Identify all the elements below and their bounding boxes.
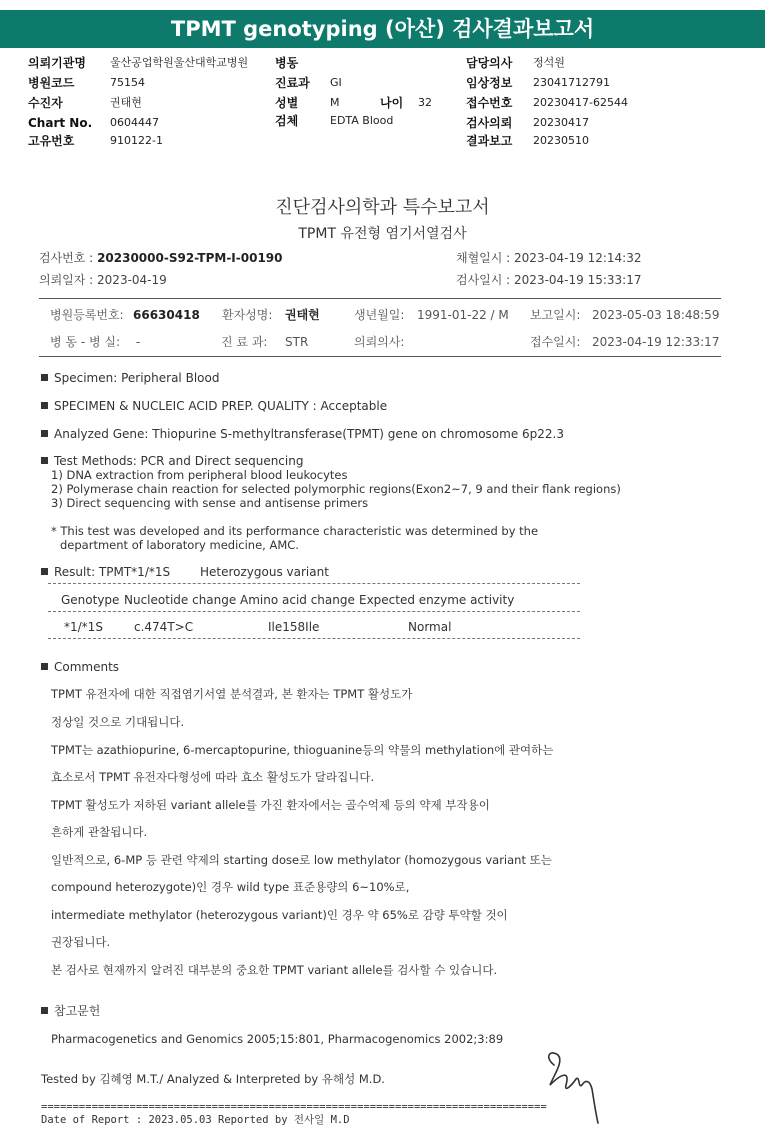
dept-value: GI [330, 76, 342, 89]
quality-text: SPECIMEN & NUCLEIC ACID PREP. QUALITY : Acceptable [54, 399, 388, 413]
result-type: Heterozygous variant [200, 565, 329, 579]
requesting-doctor-label: 의뢰의사: [354, 335, 405, 349]
reg-no-value: 66630418 [133, 308, 200, 322]
test-no-label: 검사번호 : [39, 251, 94, 265]
unique-no-label: 고유번호 [28, 134, 75, 148]
chart-no-label: Chart No. [28, 116, 93, 130]
table-header: Nucleotide change [124, 593, 237, 607]
specimen-text: Specimen: Peripheral Blood [54, 371, 220, 385]
receipt-no-label: 접수번호 [466, 96, 513, 110]
request-date-label: 검사의뢰 [466, 116, 513, 130]
test-no-value: 20230000-S92-TPM-I-00190 [97, 251, 283, 265]
specimen-value: EDTA Blood [330, 114, 394, 127]
result-date-value: 20230510 [533, 134, 589, 147]
comment-line: 일반적으로, 6-MP 등 관련 약제의 starting dose로 low methylator (homozygous variant 또는 [51, 853, 552, 867]
method-line: 2) Polymerase chain reaction for selected polymorphic regions(Exon2~7, 9 and their flank regions) [51, 482, 621, 496]
footer-separator: ================================================================================ [41, 1101, 547, 1113]
request-date-value: 20230417 [533, 116, 589, 129]
method-line: 3) Direct sequencing with sense and antisense primers [51, 496, 369, 510]
gene-section [41, 426, 564, 442]
patient-value: 권태현 [110, 96, 142, 109]
comment-line: TPMT 활성도가 저하된 variant allele를 가진 환자에서는 골수억제 등의 약제 부작용이 [51, 798, 490, 812]
receipt-date-value: 2023-04-19 12:33:17 [592, 335, 720, 349]
quality-section [41, 398, 387, 414]
institution-value: 울산공업학원울산대학교병원 [110, 56, 249, 69]
request-date: 의뢰일자 : 2023-04-19 [39, 273, 167, 287]
unique-no-value: 910122-1 [110, 134, 163, 147]
bullet-icon [41, 402, 48, 409]
divider [39, 298, 721, 299]
references-text: Pharmacogenetics and Genomics 2005;15:801, Pharmacogenomics 2002;3:89 [51, 1032, 504, 1046]
bullet-icon [41, 663, 48, 670]
patient-name-value: 권태현 [285, 308, 320, 322]
dept2-label: 진 료 과: [221, 335, 268, 349]
tested-by: Tested by 김혜영 M.T./ Analyzed & Interpreted by 유해성 M.D. [41, 1072, 385, 1086]
hospital-code-value: 75154 [110, 76, 145, 89]
comment-line: TPMT 유전자에 대한 직접염기서열 분석결과, 본 환자는 TPMT 활성도가 [51, 687, 413, 701]
comment-line: 본 검사로 현재까지 알려진 대부분의 중요한 TPMT variant allele를 검사할 수 있습니다. [51, 963, 498, 977]
patient-name-label: 환자성명: [222, 308, 273, 322]
test-no [39, 250, 283, 266]
comment-line: 정상일 것으로 기대됩니다. [51, 715, 185, 729]
sex-value: M [330, 96, 340, 109]
doctor-label: 담당의사 [466, 56, 513, 70]
comment-line: 흔하게 관찰됩니다. [51, 825, 148, 839]
receipt-no-value: 20230417-62544 [533, 96, 628, 109]
sex-label: 성별 [275, 96, 299, 110]
bullet-icon [41, 568, 48, 575]
report-date-label: 보고일시: [530, 308, 581, 322]
report-date-value: 2023-05-03 18:48:59 [592, 308, 720, 322]
clinical-info-label: 임상정보 [466, 76, 513, 90]
comment-line: compound heterozygote)인 경우 wild type 표준용량의 6~10%로, [51, 880, 410, 894]
result-date-label: 결과보고 [466, 134, 513, 148]
table-divider [48, 583, 580, 584]
table-header: Amino acid change [240, 593, 355, 607]
note-line: * This test was developed and its performance characteristic was determined by the [51, 524, 539, 538]
specimen-label: 검체 [275, 114, 299, 128]
table-header: Genotype [61, 593, 120, 607]
comments-section [41, 659, 119, 675]
bullet-icon [41, 374, 48, 381]
bullet-icon [41, 1007, 48, 1014]
hospital-code-label: 병원코드 [28, 76, 75, 90]
table-cell: Ile158Ile [268, 620, 320, 634]
dob-label: 생년월일: [354, 308, 405, 322]
ward-label: 병동 [275, 56, 299, 70]
reg-no-label: 병원등록번호: [50, 308, 124, 322]
methods-section [41, 453, 303, 469]
comments-title: Comments [54, 660, 120, 674]
divider [39, 356, 721, 357]
signature-icon [540, 1045, 610, 1125]
method-line: 1) DNA extraction from peripheral blood leukocytes [51, 468, 348, 482]
report-dept-title: 진단검사의학과 특수보고서 [275, 197, 490, 218]
result-title: Result: TPMT*1/*1S [54, 565, 171, 579]
comment-line: 효소로서 TPMT 유전자다형성에 따라 효소 활성도가 달라집니다. [51, 770, 375, 784]
table-cell: *1/*1S [64, 620, 103, 634]
bullet-icon [41, 430, 48, 437]
test-date: 검사일시 : 2023-04-19 15:33:17 [456, 273, 642, 287]
report-test-title: TPMT 유전형 염기서열검사 [298, 226, 467, 242]
references-title: 참고문헌 [54, 1004, 101, 1018]
ward-room-label: 병 동 - 병 실: [50, 335, 120, 349]
table-cell: Normal [408, 620, 452, 634]
institution-label: 의뢰기관명 [28, 56, 86, 70]
age-value: 32 [418, 96, 432, 109]
table-header: Expected enzyme activity [359, 593, 515, 607]
table-cell: c.474T>C [134, 620, 194, 634]
ward-room-value: - [136, 335, 141, 349]
methods-title: Test Methods: PCR and Direct sequencing [54, 454, 304, 468]
report-banner-title: TPMT genotyping (아산) 검사결과보고서 [0, 10, 765, 48]
collect-date: 채혈일시 : 2023-04-19 12:14:32 [456, 251, 642, 265]
note-line: department of laboratory medicine, AMC. [60, 538, 299, 552]
bullet-icon [41, 457, 48, 464]
comment-line: 권장됩니다. [51, 935, 111, 949]
receipt-date-label: 접수일시: [530, 335, 581, 349]
specimen-section [41, 370, 219, 386]
references-section [41, 1003, 100, 1019]
dob-value: 1991-01-22 / M [417, 308, 509, 322]
age-label: 나이 [380, 96, 404, 110]
table-divider [48, 638, 580, 639]
dept2-value: STR [285, 335, 309, 349]
comment-line: intermediate methylator (heterozygous variant)인 경우 약 65%로 감량 투약할 것이 [51, 908, 508, 922]
gene-text: Analyzed Gene: Thiopurine S-methyltransferase(TPMT) gene on chromosome 6p22.3 [54, 427, 564, 441]
chart-no-value: 0604447 [110, 116, 159, 129]
doctor-value: 정석원 [533, 56, 565, 69]
patient-label: 수진자 [28, 96, 63, 110]
clinical-info-value: 23041712791 [533, 76, 610, 89]
result-section [41, 564, 170, 580]
date-of-report: Date of Report : 2023.05.03 Reported by 전사일 M.D [41, 1114, 350, 1126]
dept-label: 진료과 [275, 76, 310, 90]
comment-line: TPMT는 azathiopurine, 6-mercaptopurine, thioguanine등의 약물의 methylation에 관여하는 [51, 743, 554, 757]
table-divider [48, 611, 580, 612]
